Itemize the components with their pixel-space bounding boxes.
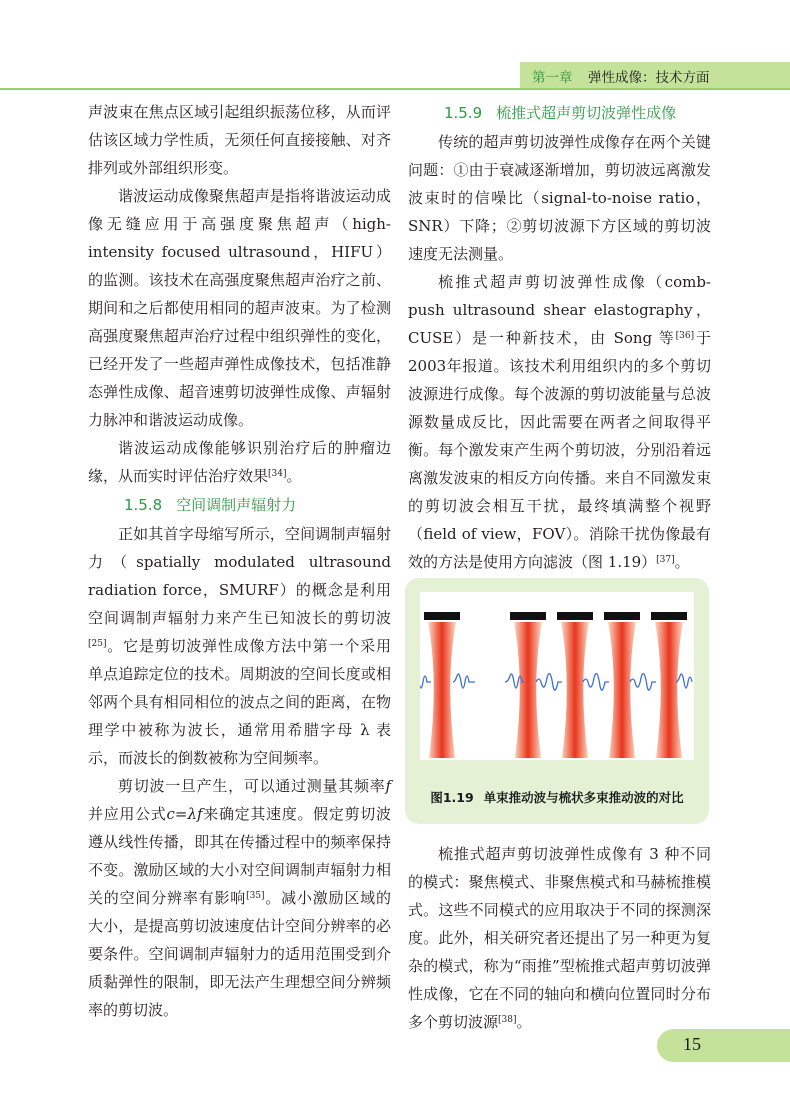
paragraph-text: 。减小激励区域的大小，是提高剪切波速度估计空间分辨率的必要条件。空间调制声辐射力的适用范围受到介质黏弹性的限制，即无法产生理想空间分辨频率的剪切波。 [88,889,391,1019]
frequency-symbol: f [385,777,391,795]
push-beam [655,622,683,758]
page-number-tab [657,1029,790,1062]
right-column-lower [408,840,711,1036]
transducer-element [604,612,640,620]
left-column [88,98,391,1024]
push-beam [428,622,456,758]
section-title: 梳推式超声剪切波弹性成像 [496,104,677,122]
transducer-element [510,612,546,620]
header-rule [0,88,790,90]
citation-ref: [25] [88,639,107,649]
section-heading-cuse [408,98,711,128]
figure-image [420,592,694,760]
figure-caption-text: 单束推动波与梳状多束推动波的对比 [483,790,684,805]
paragraph-text: 正如其首字母缩写所示，空间调制声辐射力（spatially modulated ultrasound radiation force，SMURF）的概念是利用空间调制声辐射力来产生已知波长的剪切波 [88,525,391,627]
push-beam [561,622,589,758]
paragraph-text: 来确定其速度。假定剪切波遵从线性传播，即其在传播过程中的频率保持不变。激励区域的大小对空间调制声辐射力相关的空间分辨率有影响 [88,805,391,907]
paragraph-tumor-margin [88,434,391,490]
citation-ref: [36] [675,331,695,341]
citation-ref: [34] [268,469,287,479]
shear-wave [536,674,562,691]
beam-illustration [420,592,694,760]
paragraph-cuse [408,268,711,576]
paragraph-modes [408,840,711,1036]
push-beam [608,622,636,758]
citation-ref: [38] [498,1015,517,1025]
transducer-element [557,612,593,620]
shear-wave [630,674,656,691]
formula: c=λf [166,805,203,823]
paragraph-smurf [88,520,391,772]
comb-beams [505,612,692,758]
section-title: 空间调制声辐射力 [176,496,297,514]
citation-ref: [37] [656,555,675,565]
paragraph-text: 梳推式超声剪切波弹性成像（comb-push ultrasound shear elastography，CUSE）是一种新技术，由 Song 等 [408,273,711,347]
paragraph-text: 于2003年报道。该技术利用组织内的多个剪切波源进行成像。每个波源的剪切波能量与总波源数量成反比，因此需要在两者之间取得平衡。每个激发束产生两个剪切波，分别沿着远离激发波束的相反方向传播。来自不同激发束的剪切波会相互干扰，最终填满整个视野（field of view，FOV）。消除干扰伪像最有效的方法是使用方向滤波（图 1.19） [408,329,711,571]
transducer-element [424,612,460,620]
paragraph-text: 剪切波一旦产生，可以通过测量其频率 [118,777,386,795]
paragraph-text: 。 [516,1013,532,1031]
shear-wave [676,674,692,688]
running-header-chapter: 第一章 [532,70,573,86]
section-heading-smurf [88,490,391,520]
figure-caption [405,788,709,806]
paragraph-text: 并应用公式 [88,805,167,823]
paragraph-text: 梳推式超声剪切波弹性成像有 3 种不同的模式：聚焦模式、非聚焦模式和马赫梳推模式。这些不同模式的应用取决于不同的探测深度。此外，相关研究者还提出了另一种更为复杂的模式，称为“雨推”型梳推式超声剪切波弹性成像，它在不同的轴向和横向位置同时分布多个剪切波源 [408,845,711,1031]
figure-label: 图1.19 [430,790,474,805]
shear-wave [583,674,609,691]
push-beam [514,622,542,758]
paragraph-problems: 传统的超声剪切波弹性成像存在两个关键问题：①由于衰减逐渐增加，剪切波远离激发波束时的信噪比（signal-to-noise ratio，SNR）下降；②剪切波源下方区域的剪切波速度无法测量。 [408,133,711,263]
running-header-title: 弹性成像：技术方面 [588,70,710,86]
right-column [408,98,711,576]
paragraph-shear-speed [88,772,391,1024]
paragraph-text: 。 [674,553,690,571]
paragraph-continued: 声波束在焦点区域引起组织振荡位移，从而评估该区域力学性质，无须任何直接接触、对齐排列或外部组织形变。 [88,103,391,177]
page-number: 15 [683,1034,701,1054]
citation-ref: [35] [246,891,265,901]
section-number: 1.5.8 [124,496,163,514]
shear-wave-left [420,674,431,688]
transducer-element [651,612,687,620]
single-beam [420,612,475,758]
section-number: 1.5.9 [444,104,483,122]
paragraph-text: 谐波运动成像能够识别治疗后的肿瘤边缘，从而实时评估治疗效果 [88,439,391,485]
paragraph-text: 。 [286,467,302,485]
figure-1-19 [405,578,709,824]
paragraph-hifu: 谐波运动成像聚焦超声是指将谐波运动成像无缝应用于高强度聚焦超声（high-intensity focused ultrasound，HIFU）的监测。该技术在高强度聚焦超声治疗之前、期间和之后都使用相同的超声波束。为了检测高强度聚焦超声治疗过程中组织弹性的变化，已经开发了一些超声弹性成像技术，包括准静态弹性成像、超音速剪切波弹性成像、声辐射力脉冲和谐波运动成像。 [88,187,391,429]
paragraph-text: 。它是剪切波弹性成像方法中第一个采用单点追踪定位的技术。周期波的空间长度或相邻两个具有相同相位的波点之间的距离，在物理学中被称为波长，通常用希腊字母 λ 表示，而波长的倒数被称为空间频率。 [88,637,391,767]
shear-wave-right [453,674,475,688]
